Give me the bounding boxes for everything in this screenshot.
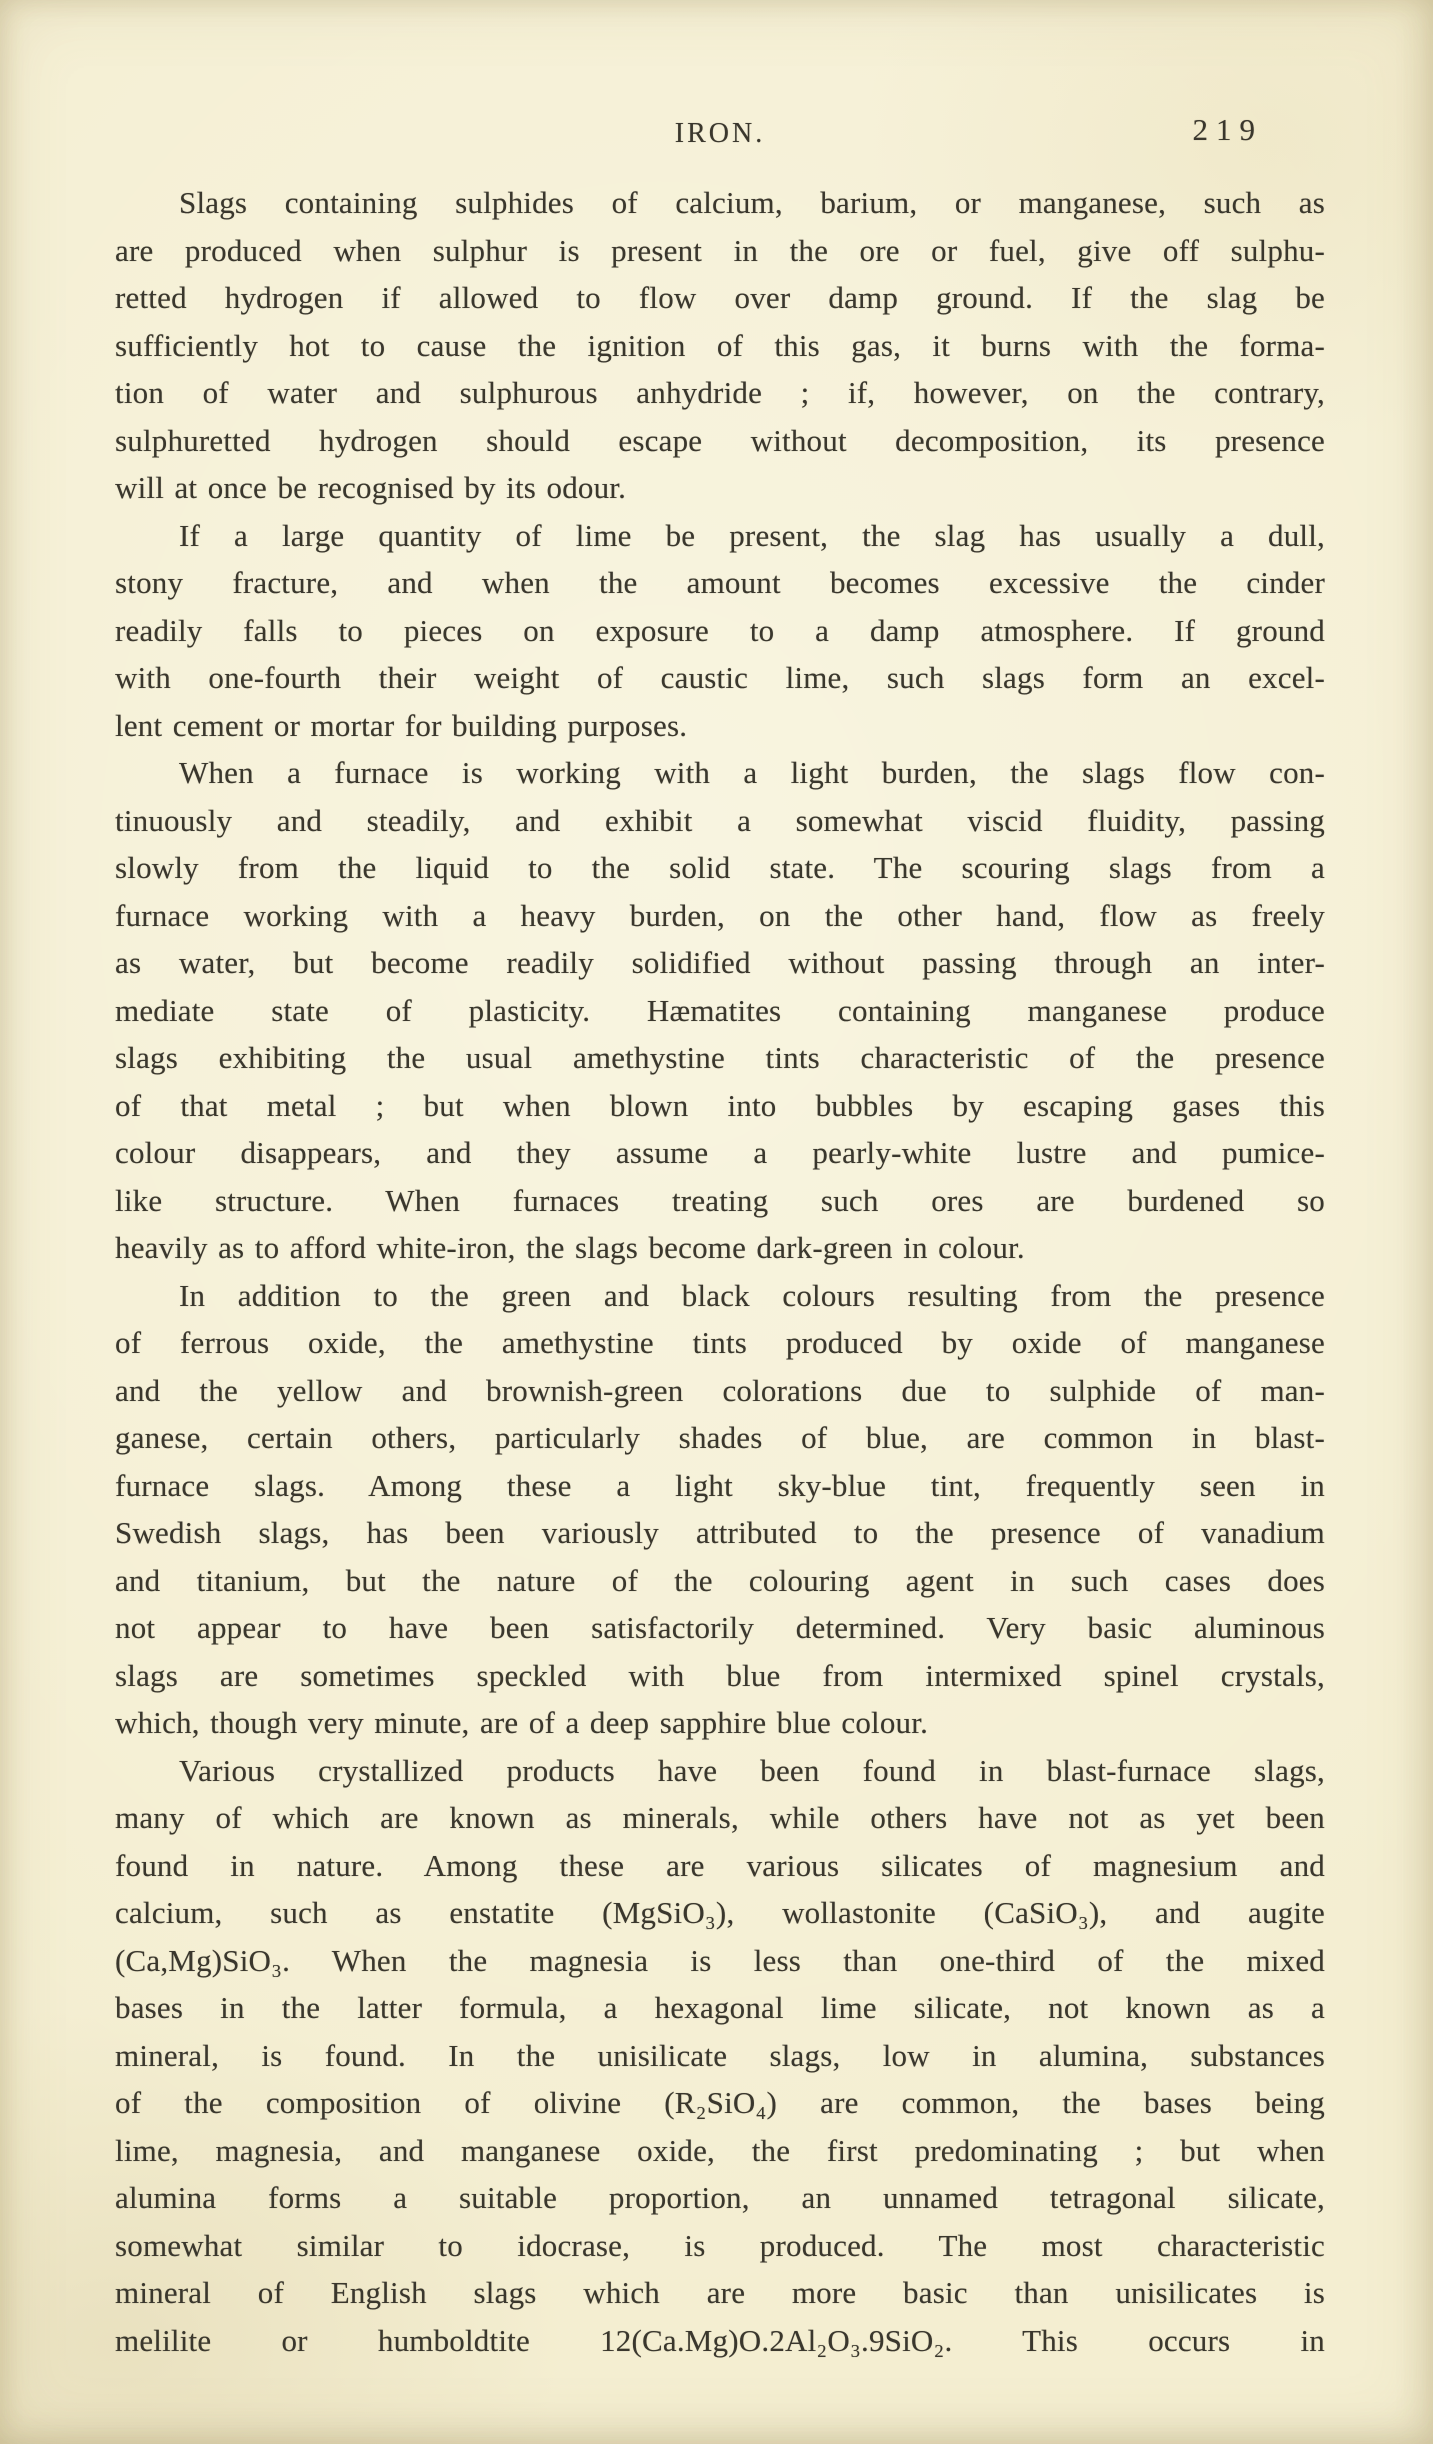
text-line: In addition to the green and black colours resulting from the presence	[179, 1277, 1325, 1313]
text-line: calcium, such as enstatite (MgSiO₃), wollastonite (CaSiO₃), and augite	[115, 1895, 1325, 1930]
text-line: found in nature. Among these are various silicates of magnesium and	[115, 1847, 1325, 1883]
page-title: IRON.	[674, 118, 766, 149]
text-line: sulphuretted hydrogen should escape without decomposition, its presence	[115, 422, 1325, 458]
text-line: furnace slags. Among these a light sky-blue tint, frequently seen in	[115, 1467, 1325, 1503]
text-line: are produced when sulphur is present in the ore or fuel, give off sulphu-	[115, 232, 1325, 268]
text-line: readily falls to pieces on exposure to a damp atmosphere. If ground	[115, 612, 1325, 648]
text-line: (Ca,Mg)SiO₃. When the magnesia is less than one-third of the mixed	[115, 1942, 1325, 1978]
text-line: mineral of English slags which are more basic than unisilicates is	[115, 2275, 1325, 2310]
text-line: of ferrous oxide, the amethystine tints produced by oxide of manganese	[115, 1325, 1325, 1360]
paragraph	[115, 749, 1325, 1272]
text-line: sufficiently hot to cause the ignition of this gas, it burns with the forma-	[115, 327, 1325, 363]
text-line: slags exhibiting the usual amethystine tints characteristic of the presence	[115, 1040, 1325, 1075]
text-line: heavily as to afford white-iron, the slags become dark-green in colour.	[115, 1230, 1025, 1265]
paragraph	[115, 1272, 1325, 1747]
text-line: not appear to have been satisfactorily determined. Very basic aluminous	[115, 1610, 1325, 1645]
text-line: tinuously and steadily, and exhibit a somewhat viscid fluidity, passing	[115, 802, 1325, 838]
text-line: slowly from the liquid to the solid state. The scouring slags from a	[115, 850, 1325, 885]
text-line: retted hydrogen if allowed to flow over damp ground. If the slag be	[115, 280, 1325, 315]
text-line: will at once be recognised by its odour.	[115, 470, 627, 505]
text-line: When a furnace is working with a light burden, the slags flow con-	[179, 755, 1325, 790]
text-line: slags are sometimes speckled with blue from intermixed spinel crystals,	[115, 1657, 1325, 1693]
text-line: and the yellow and brownish-green colorations due to sulphide of man-	[115, 1372, 1325, 1408]
text-line: which, though very minute, are of a deep sapphire blue colour.	[115, 1705, 929, 1740]
text-line: colour disappears, and they assume a pearly-white lustre and pumice-	[115, 1135, 1325, 1170]
text-line: If a large quantity of lime be present, the slag has usually a dull,	[179, 517, 1325, 553]
text-line: of the composition of olivine (R₂SiO₄) are common, the bases being	[115, 2085, 1325, 2120]
text-line: melilite or humboldtite 12(Ca.Mg)O.2Al₂O₃.9SiO₂. This occurs in	[115, 2322, 1325, 2358]
text-line: tion of water and sulphurous anhydride ; if, however, on the contrary,	[115, 375, 1325, 410]
paragraph	[115, 179, 1325, 512]
text-line: mineral, is found. In the unisilicate slags, low in alumina, substances	[115, 2037, 1325, 2073]
text-line: alumina forms a suitable proportion, an unnamed tetragonal silicate,	[115, 2180, 1325, 2215]
text-line: bases in the latter formula, a hexagonal lime silicate, not known as a	[115, 1990, 1325, 2025]
page-number: 219	[1192, 112, 1263, 147]
text-line: with one-fourth their weight of caustic lime, such slags form an excel-	[115, 660, 1325, 695]
text-line: and titanium, but the nature of the colouring agent in such cases does	[115, 1562, 1325, 1598]
text-line: like structure. When furnaces treating such ores are burdened so	[115, 1182, 1325, 1218]
text-line: mediate state of plasticity. Hæmatites containing manganese produce	[115, 992, 1325, 1028]
text-line: furnace working with a heavy burden, on the other hand, flow as freely	[115, 897, 1325, 933]
text-line: stony fracture, and when the amount becomes excessive the cinder	[115, 565, 1325, 600]
text-line: as water, but become readily solidified without passing through an inter-	[115, 945, 1325, 980]
text-line: Swedish slags, has been variously attributed to the presence of vanadium	[115, 1515, 1325, 1550]
text-block	[115, 179, 1325, 2364]
text-line: ganese, certain others, particularly shades of blue, are common in blast-	[115, 1420, 1325, 1455]
paragraph	[115, 512, 1325, 750]
text-line: of that metal ; but when blown into bubbles by escaping gases this	[115, 1087, 1325, 1123]
text-line: Slags containing sulphides of calcium, barium, or manganese, such as	[179, 185, 1325, 220]
text-line: Various crystallized products have been found in blast-furnace slags,	[179, 1752, 1325, 1788]
text-line: somewhat similar to idocrase, is produced. The most characteristic	[115, 2227, 1325, 2263]
text-line: many of which are known as minerals, while others have not as yet been	[115, 1800, 1325, 1835]
paragraph	[115, 1747, 1325, 2365]
text-line: lent cement or mortar for building purposes.	[115, 707, 688, 743]
text-line: lime, magnesia, and manganese oxide, the first predominating ; but when	[115, 2132, 1325, 2168]
running-head	[115, 112, 1325, 156]
